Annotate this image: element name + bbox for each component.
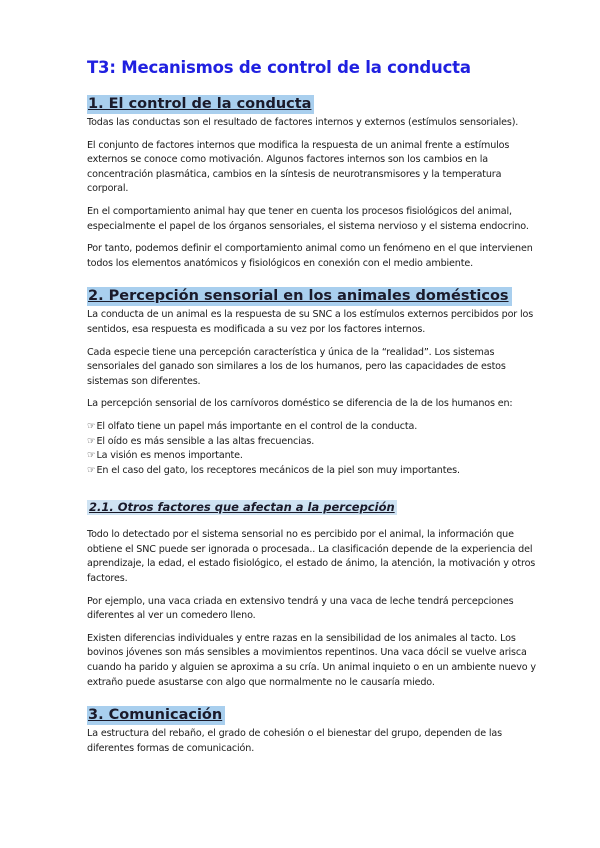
paragraph: Cada especie tiene una percepción característica y única de la “realidad”. Los sistemas sensoriales del ganado son similares a los de los humanos, pero las capacidades de estos sistemas son diferentes. [87, 346, 506, 387]
paragraph: La conducta de un animal es la respuesta de su SNC a los estímulos externos percibidos por los sentidos, esa respuesta es modificada a su vez por los factores internos. [87, 309, 534, 335]
pointing-hand-icon: ☞ [87, 464, 96, 476]
section-control-conducta [87, 93, 537, 271]
list-item-text: La visión es menos importante. [96, 450, 243, 462]
paragraph: La estructura del rebaño, el grado de cohesión o el bienestar del grupo, dependen de las diferentes formas de comunicación. [87, 728, 502, 754]
paragraph: El conjunto de factores internos que modifica la respuesta de un animal frente a estímulos externos se conoce como motivación. Algunos factores internos son los cambios en la concentración plasmática, cambios en la síntesis de neurotransmisores y la temperatura corporal. [87, 139, 510, 195]
paragraph: Por tanto, podemos definir el comportamiento animal como un fenómeno en el que intervienen todos los elementos anatómicos y fisiológicos en conexión con el medio ambiente. [87, 243, 533, 269]
subsection-heading: 2.1. Otros factores que afectan a la percepción [89, 499, 395, 514]
bullet-list [87, 420, 537, 478]
section-heading-3: 3. Comunicación [87, 706, 225, 725]
subsection-otros-factores [87, 488, 537, 690]
list-item-text: El olfato tiene un papel más importante en el control de la conducta. [96, 420, 418, 432]
pointing-hand-icon: ☞ [87, 450, 96, 462]
section-comunicacion [87, 704, 537, 756]
document-page [87, 58, 537, 764]
pointing-hand-icon: ☞ [87, 435, 96, 447]
pointing-hand-icon: ☞ [87, 420, 96, 432]
list-item [87, 420, 537, 435]
paragraph: La percepción sensorial de los carnívoros doméstico se diferencia de la de los humanos en: [87, 398, 513, 410]
section-heading-2: 2. Percepción sensorial en los animales domésticos [87, 287, 512, 306]
paragraph: Existen diferencias individuales y entre razas en la sensibilidad de los animales al tacto. Los bovinos jóvenes son más sensibles a movimientos repentinos. Una vaca dócil se vuelve arisca cuando ha parido y alguien se aproxima a su cría. Un animal inquieto o en un ambiente nuevo y extraño puede asustarse con algo que normalmente no le causaría miedo. [87, 632, 536, 688]
paragraph: Todas las conductas son el resultado de factores internos y externos (estímulos sensoriales). [87, 117, 519, 128]
list-item [87, 449, 537, 464]
list-item [87, 435, 537, 450]
list-item-text: En el caso del gato, los receptores mecánicos de la piel son muy importantes. [96, 464, 460, 476]
paragraph: Todo lo detectado por el sistema sensorial no es percibido por el animal, la información que obtiene el SNC puede ser ignorada o procesada.. La clasificación depende de la experiencia del aprendizaje, la edad, el estado fisiológico, el estado de ánimo, la atención, la motivación y otros factores. [87, 529, 536, 585]
page-title: T3: Mecanismos de control de la conducta [87, 58, 471, 77]
section-heading-1: 1. El control de la conducta [87, 95, 314, 114]
list-item-text: El oído es más sensible a las altas frecuencias. [96, 435, 315, 447]
paragraph: Por ejemplo, una vaca criada en extensivo tendrá y una vaca de leche tendrá percepciones diferentes al ver un comedero lleno. [87, 595, 514, 622]
paragraph: En el comportamiento animal hay que tener en cuenta los procesos fisiológicos del animal, especialmente el papel de los órganos sensoriales, el sistema nervioso y el sistema endocrino. [87, 205, 529, 232]
list-item [87, 464, 537, 479]
section-percepcion-sensorial [87, 285, 537, 690]
